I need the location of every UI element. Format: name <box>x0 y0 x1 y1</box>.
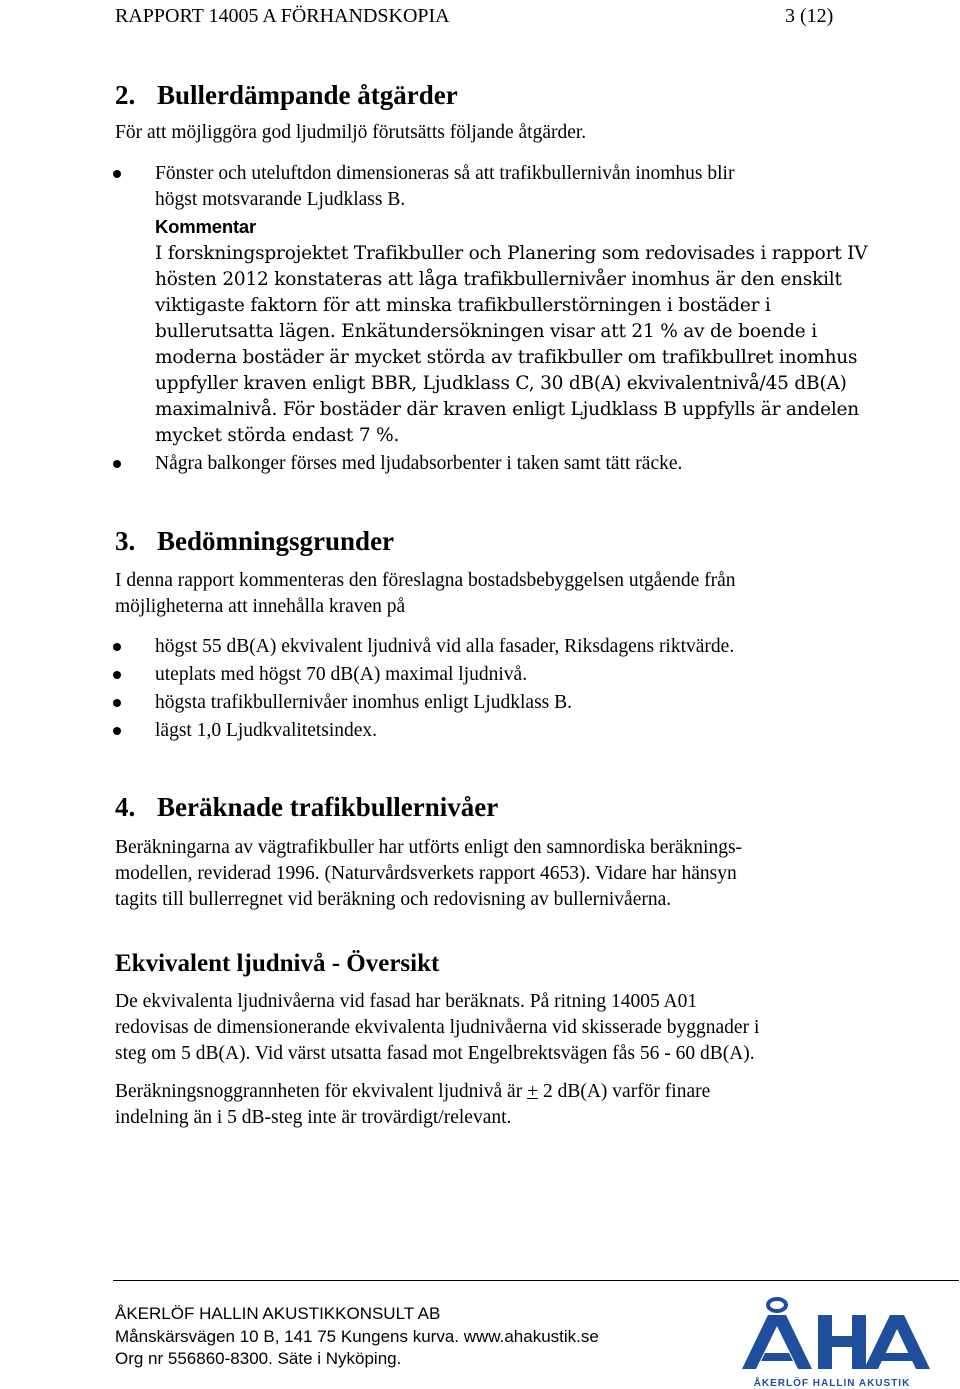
paragraph-line <box>115 1079 875 1105</box>
text-run: 2 dB(A) varför finare <box>538 1081 711 1102</box>
paragraph-line: De ekvivalenta ljudnivåerna vid fasad har beräknats. På ritning 14005 A01 <box>115 991 698 1012</box>
section-title: Bullerdämpande åtgärder <box>157 80 458 110</box>
bullet-dot <box>113 699 121 707</box>
company-logo <box>732 1293 932 1389</box>
section-title: Beräknade trafikbullernivåer <box>157 792 499 822</box>
comment-line: maximalnivå. För bostäder där kraven enligt Ljudklass B uppfylls är andelen <box>155 399 860 420</box>
section-number: 4. <box>115 792 136 822</box>
paragraph-line: Beräkningarna av vägtrafikbuller har utförts enligt den samnordiska beräknings- <box>115 837 743 858</box>
report-title: RAPPORT 14005 A FÖRHANDSKOPIA <box>115 5 450 27</box>
bullet-line: högst motsvarande Ljudklass B. <box>155 189 406 210</box>
paragraph-line: tagits till bullerregnet vid beräkning och redovisning av bullernivåerna. <box>115 889 672 910</box>
comment-line: moderna bostäder är mycket störda av trafikbuller om trafikbullret inomhus <box>155 347 858 368</box>
bullet-item <box>155 161 875 213</box>
comment-block <box>155 214 875 449</box>
section-3-heading <box>115 525 394 557</box>
section-number: 2. <box>115 80 136 110</box>
paragraph-line: modellen, reviderad 1996. (Naturvårdsverkets rapport 4653). Vidare har hänsyn <box>115 863 737 884</box>
logo-text: ÅKERLÖF HALLIN AKUSTIK <box>753 1378 911 1389</box>
bullet-item: uteplats med högst 70 dB(A) maximal ljudnivå. <box>155 664 528 685</box>
page-number: 3 (12) <box>785 5 834 27</box>
footer-company: ÅKERLÖF HALLIN AKUSTIKKONSULT AB <box>115 1304 441 1323</box>
comment-line: uppfyller kraven enligt BBR, Ljudklass C, 30 dB(A) ekvivalentnivå/45 dB(A) <box>155 373 847 394</box>
footer-text <box>115 1303 599 1371</box>
bullet-item: högsta trafikbullernivåer inomhus enligt Ljudklass B. <box>155 692 573 713</box>
bullet-dot <box>113 727 121 735</box>
bullet-line: Fönster och uteluftdon dimensioneras så att trafikbullernivån inomhus blir <box>155 163 735 184</box>
section-2-intro: För att möjliggöra god ljudmiljö förutsätts följande åtgärder. <box>115 122 587 143</box>
section-title: Bedömningsgrunder <box>157 526 395 556</box>
comment-line: I forskningsprojektet Trafikbuller och Planering som redovisades i rapport IV <box>155 243 868 264</box>
paragraph-line: I denna rapport kommenteras den föreslagna bostadsbebyggelsen utgående från <box>115 570 736 591</box>
section-2-heading <box>115 79 458 111</box>
logo-letter-a2-bar <box>881 1353 913 1361</box>
text-run: Beräkningsnoggrannheten för ekvivalent ljudnivå är <box>115 1081 528 1102</box>
bullet-dot <box>113 170 121 178</box>
comment-line: viktigaste faktorn för att minska trafikbullerstörningen i bostäder i <box>155 295 771 316</box>
bullet-dot <box>113 643 121 651</box>
bullet-item: Några balkonger förses med ljudabsorbenter i taken samt tätt räcke. <box>155 453 683 474</box>
paragraph-line: möjligheterna att innehålla kraven på <box>115 596 406 617</box>
comment-label: Kommentar <box>155 216 256 237</box>
paragraph-line: indelning än i 5 dB-steg inte är trovärdigt/relevant. <box>115 1107 512 1128</box>
bullet-dot <box>113 460 121 468</box>
section-4-heading <box>115 791 498 823</box>
comment-line: mycket störda endast 7 %. <box>155 425 400 446</box>
section-number: 3. <box>115 526 136 556</box>
bullet-item: högst 55 dB(A) ekvivalent ljudnivå vid alla fasader, Riksdagens riktvärde. <box>155 636 735 657</box>
logo-letter-h-bar <box>818 1336 866 1347</box>
comment-line: bullerutsatta lägen. Enkätundersökningen visar att 21 % av de boende i <box>155 321 817 342</box>
plus-minus-sign: + <box>527 1081 539 1102</box>
footer-divider <box>113 1280 959 1281</box>
paragraph-line: steg om 5 dB(A). Vid värst utsatta fasad mot Engelbrektsvägen fås 56 - 60 dB(A). <box>115 1043 755 1064</box>
comment-line: hösten 2012 konstateras att låga trafikbullernivåer inomhus är den enskilt <box>155 269 842 290</box>
subsection-heading: Ekvivalent ljudnivå - Översikt <box>115 950 440 977</box>
bullet-dot <box>113 671 121 679</box>
section-4-paragraph <box>115 835 875 913</box>
section-3-intro <box>115 568 875 620</box>
paragraph-line: redovisas de dimensionerande ekvivalenta ljudnivåerna vid skisserade byggnader i <box>115 1017 760 1038</box>
footer-org: Org nr 556860-8300. Säte i Nyköping. <box>115 1349 402 1368</box>
footer-address: Månskärsvägen 10 B, 141 75 Kungens kurva. www.ahakustik.se <box>115 1326 599 1346</box>
subsection-paragraph <box>115 989 875 1067</box>
bullet-item: lägst 1,0 Ljudkvalitetsindex. <box>155 720 378 741</box>
logo-ring <box>768 1299 786 1311</box>
accuracy-paragraph <box>115 1079 875 1131</box>
logo-letter-a-bar <box>761 1353 793 1361</box>
